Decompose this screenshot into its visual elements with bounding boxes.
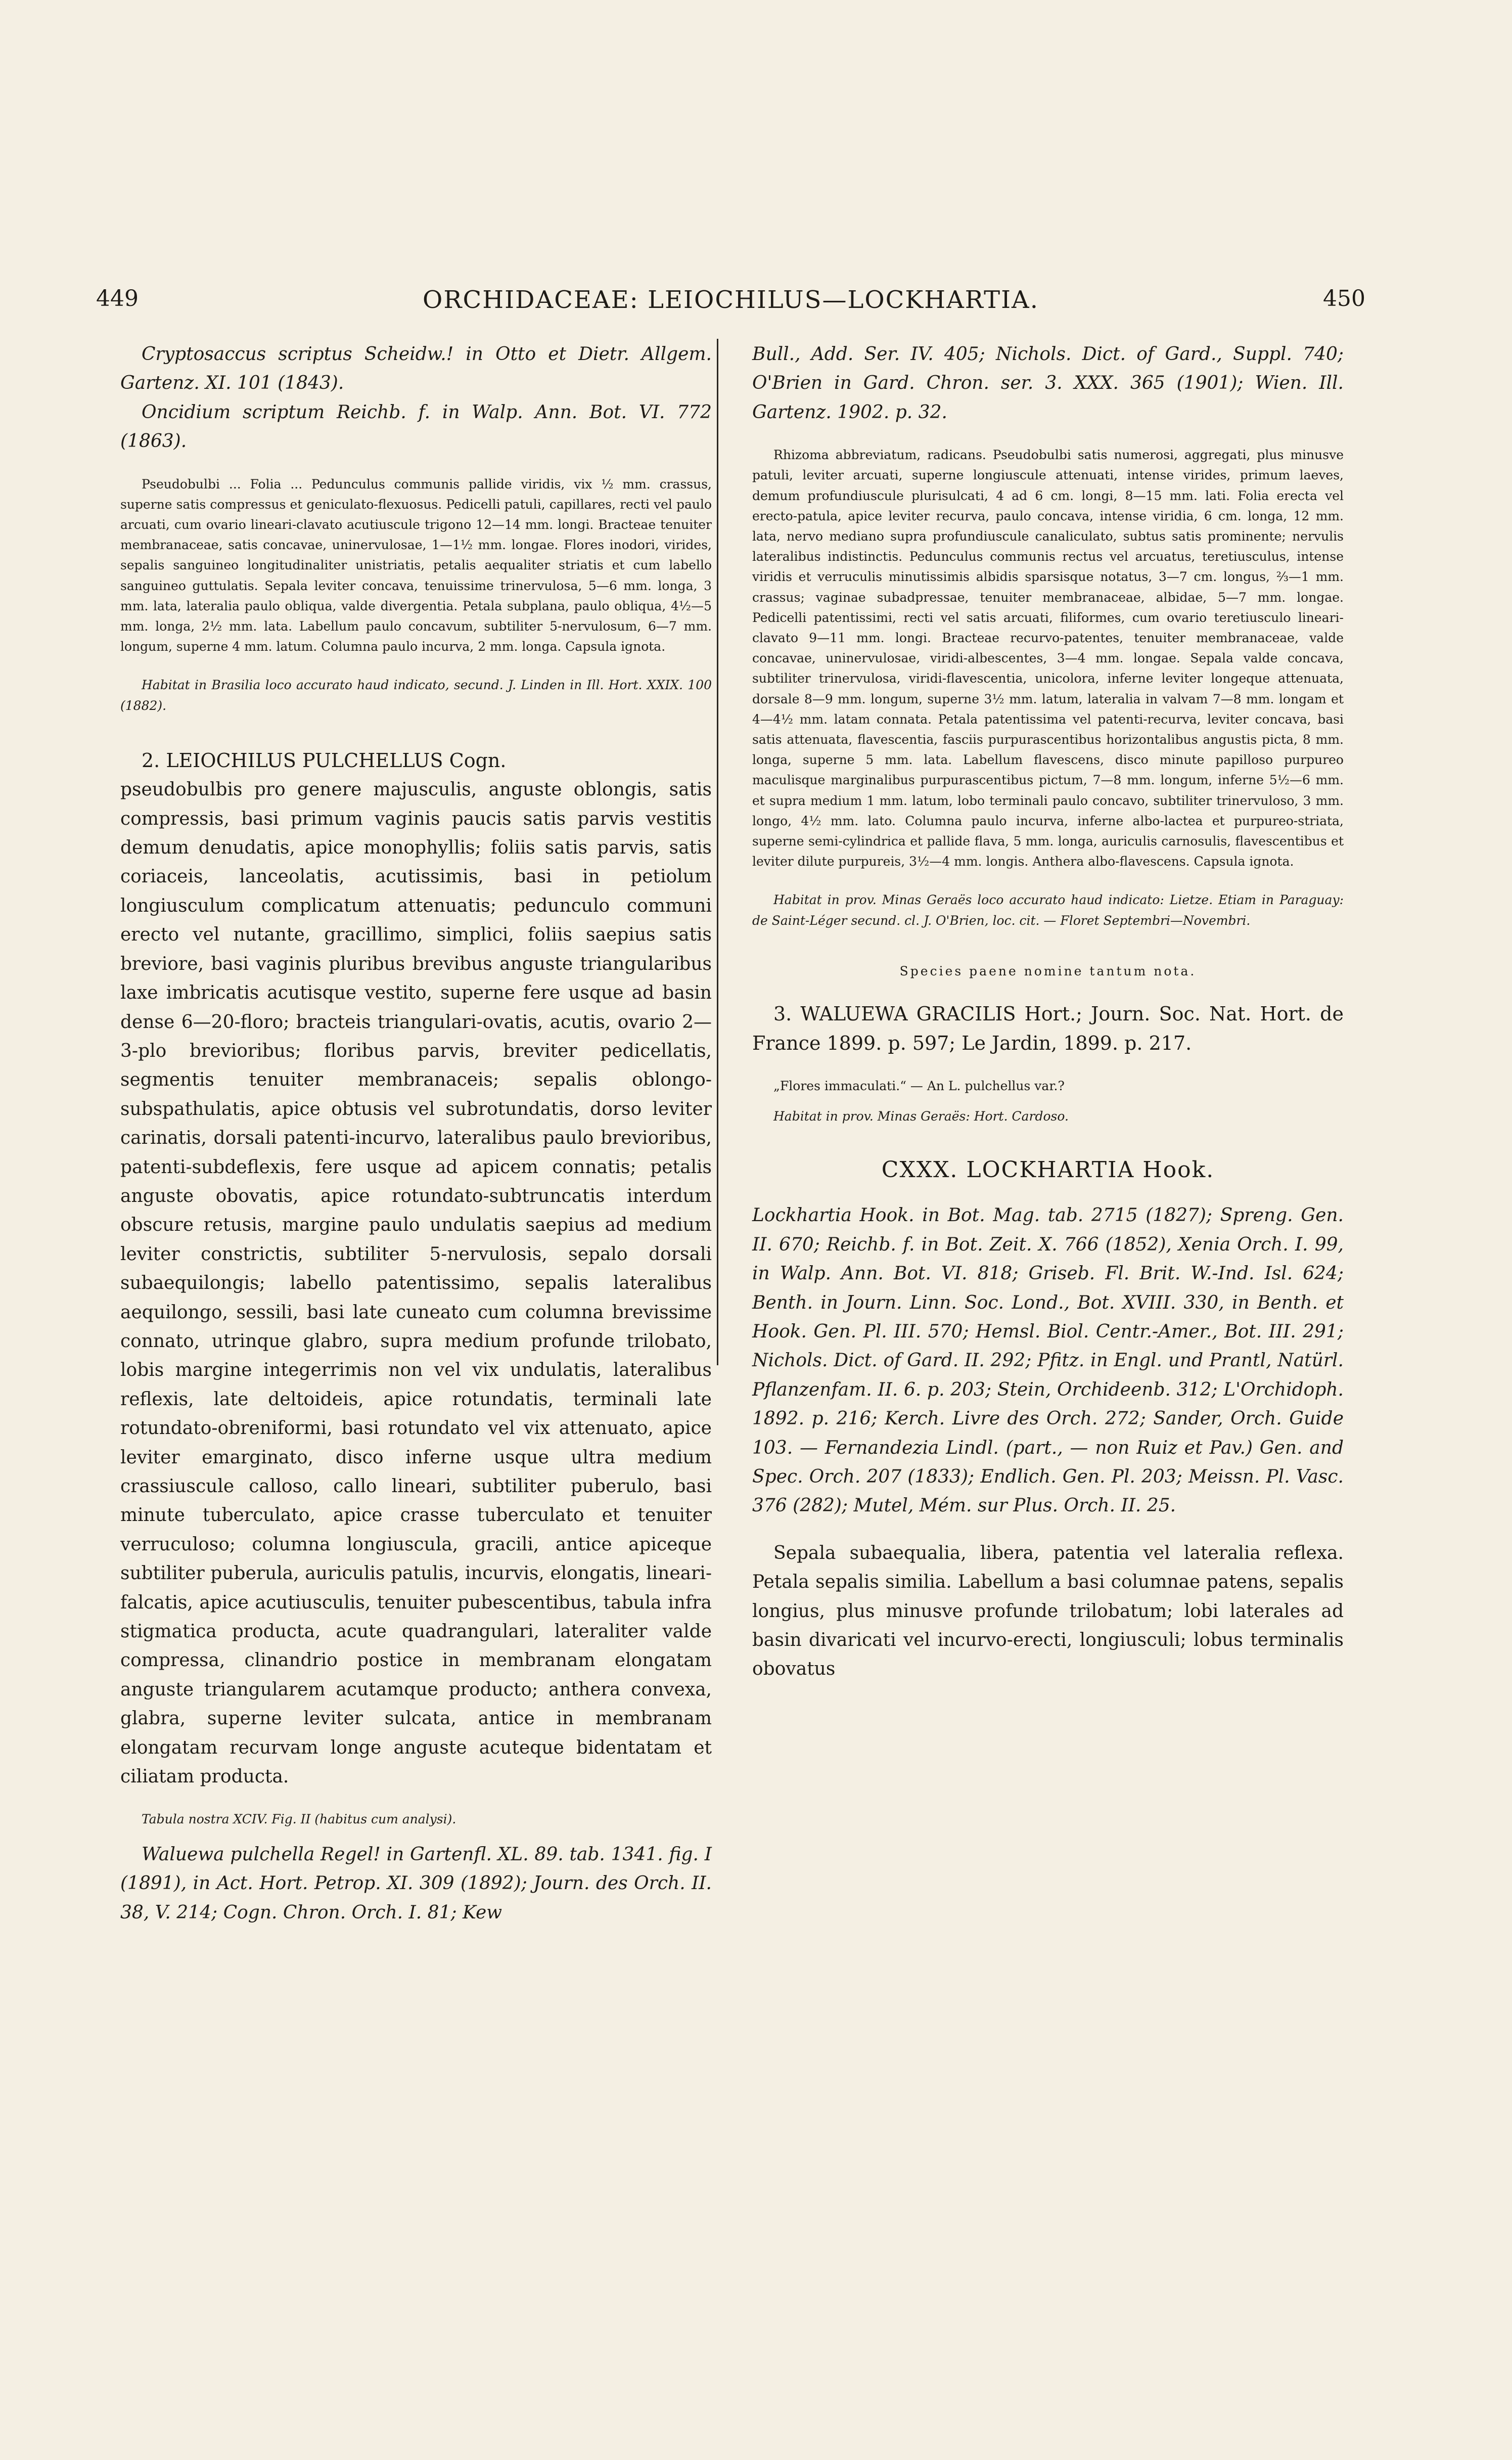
running-header [96,286,1365,326]
species-2-name: 2. LEIOCHILUS PULCHELLUS Cogn. [142,749,507,772]
right-column [752,340,1344,1684]
species-3-title: 3. WALUEWA GRACILIS Hort.; Journ. Soc. Nat. Hort. de France 1899. p. 597; Le Jardin, 1899. p. 217. [752,1003,1344,1054]
genus-synonymy: Lockhartia Hook. in Bot. Mag. tab. 2715 (1827); Spreng. Gen. II. 670; Reichb. f. in Bot. Zeit. X. 766 (1852), Xenia Orch. I. 99, in Walp. Ann. Bot. VI. 818; Griseb. Fl. Brit. W.-Ind. Isl. 624; Benth. in Journ. Linn. Soc. Lond., Bot. XVIII. 330, in Benth. et Hook. Gen. Pl. III. 570; Hemsl. Biol. Centr.-Amer., Bot. III. 291; Nichols. Dict. of Gard. II. 292; Pfitz. in Engl. und Prantl, Natürl. Pflanzenfam. II. 6. p. 203; Stein, Orchideenb. 312; L'Orchidoph. 1892. p. 216; Kerch. Livre des Orch. 272; Sander, Orch. Guide 103. — Fernandezia Lindl. (part., — non Ruiz et Pav.) Gen. and Spec. Orch. 207 (1833); Endlich. Gen. Pl. 203; Meissn. Pl. Vasc. 376 (282); Mutel, Mém. sur Plus. Orch. II. 25. [752,1205,1344,1516]
running-title: ORCHIDACEAE: LEIOCHILUS—LOCKHARTIA. [423,286,1039,314]
synonym-continuation: Bull., Add. Ser. IV. 405; Nichols. Dict. of Gard., Suppl. 740; O'Brien in Gard. Chron. ser. 3. XXX. 365 (1901); Wien. Ill. Gartenz. 1902. p. 32. [752,344,1344,423]
species-2-title [120,746,712,775]
page-number-left: 449 [96,286,139,311]
description-species-1: Pseudobulbi ... Folia ... Pedunculus communis pallide viridis, vix ½ mm. crassus, superne satis compressus et geniculato-flexuosus. Pedicelli patuli, capillares, recti vel paulo arcuati, cum ovario lineari-clavato acutiuscule trigono 12—14 mm. longi. Bracteae tenuiter membranaceae, satis concavae, uninervulosae, 1—1½ mm. longae. Flores inodori, virides, sepalis sanguineo longitudinaliter unistriatis, petalis aequaliter striatis et cum labello sanguineo guttulatis. Sepala leviter concava, tenuissime trinervulosa, 5—6 mm. longa, 3 mm. lata, lateralia paulo obliqua, valde divergentia. Petala subplana, paulo obliqua, 4½—5 mm. longa, 2½ mm. lata. Labellum paulo concavum, subtiliter 5-nervulosum, 6—7 mm. longum, superne 4 mm. latum. Columna paulo incurva, 2 mm. longa. Capsula ignota. [120,476,712,654]
genus-description: Sepala subaequalia, libera, patentia vel lateralia reflexa. Petala sepalis similia. Labellum a basi columnae patens, sepalis longius, plus minusve profunde trilobatum; lobi laterales ad basin divaricati vel incurvo-erecti, longiusculi; lobus terminalis obovatus [752,1542,1344,1680]
species-note: Species paene nomine tantum nota. [899,963,1197,978]
species-2-description: pseudobulbis pro genere majusculis, anguste oblongis, satis compressis, basi primum vaginis paucis satis parvis vestitis demum denudatis, apice monophyllis; foliis satis parvis, satis coriaceis, lanceolatis, acutissimis, basi in petiolum longiusculum complicatum attenuatis; pedunculo communi erecto vel nutante, gracillimo, simplici, foliis saepius satis breviore, basi vaginis pluribus brevibus anguste triangularibus laxe imbricatis acutisque vestito, superne fere usque ad basin dense 6—20-floro; bracteis triangulari-ovatis, acutis, ovario 2—3-plo brevioribus; floribus parvis, breviter pedicellatis, segmentis tenuiter membranaceis; sepalis oblongo-subspathulatis, apice obtusis vel subrotundatis, dorso leviter carinatis, dorsali patenti-incurvo, lateralibus paulo brevioribus, patenti-subdeflexis, fere usque ad apicem connatis; petalis anguste obovatis, apice rotundato-subtruncatis interdum obscure retusis, margine paulo undulatis saepius ad medium leviter constrictis, subtiliter 5-nervulosis, sepalo dorsali subaequilongis; labello patentissimo, sepalis lateralibus aequilongo, sessili, basi late cuneato cum columna brevissime connato, utrinque glabro, supra medium profunde trilobato, lobis margine integerrimis non vel vix undulatis, lateralibus reflexis, late deltoideis, apice rotundatis, terminali late rotundato-obreniformi, basi rotundato vel vix attenuato, apice leviter emarginato, disco inferne usque ultra medium crassiuscule calloso, callo lineari, subtiliter puberulo, basi minute tuberculato, apice crasse tuberculato et tenuiter verruculoso; columna longiuscula, gracili, antice apiceque subtiliter puberula, auriculis patulis, incurvis, elongatis, lineari-falcatis, apice acutiusculis, tenuiter pubescentibus, tabula infra stigmatica producta, acute quadrangulari, lateraliter valde compressa, clinandrio postice in membranam elongatam anguste triangularem acutamque producto; anthera convexa, glabra, superne leviter sulcata, antice in membranam elongatam recurvam longe anguste acuteque bidentatam et ciliatam producta. [120,779,712,1787]
habitat-species-2: Habitat in prov. Minas Geraës loco accurato haud indicato: Lietze. Etiam in Paraguay: de Saint-Léger secund. cl. J. O'Brien, loc. cit. — Floret Septembri—Novembri. [752,892,1344,928]
left-column [120,340,712,1927]
synonym-waluewa: Waluewa pulchella Regel! in Gartenfl. XL. 89. tab. 1341. fig. I (1891), in Act. Hort. Petrop. XI. 309 (1892); Journ. des Orch. II. 38, V. 214; Cogn. Chron. Orch. I. 81; Kew [120,1844,712,1923]
description-species-2: Rhizoma abbreviatum, radicans. Pseudobulbi satis numerosi, aggregati, plus minusve patuli, leviter arcuati, superne longiuscule attenuati, intense virides, primum laeves, demum profundiuscule plurisulcati, 4 ad 6 cm. longi, 8—15 mm. lati. Folia erecta vel erecto-patula, apice leviter recurva, paulo concava, intense viridia, 6 cm. longa, 12 mm. lata, nervo mediano supra profundiuscule canaliculato, subtus satis prominente; nervulis lateralibus indistinctis. Pedunculus communis rectus vel arcuatus, teretiusculus, intense viridis et verruculis minutissimis albidis sparsisque notatus, 3—7 cm. longus, ⅔—1 mm. crassus; vaginae subadpressae, tenuiter membranaceae, albidae, 5—7 mm. longae. Pedicelli patentissimi, recti vel satis arcuati, filiformes, cum ovario teretiusculo lineari-clavato 9—11 mm. longi. Bracteae recurvo-patentes, tenuiter membranaceae, valde concavae, uninervulosae, viridi-albescentes, 3—4 mm. longae. Sepala valde concava, subtiliter trinervulosa, viridi-flavescentia, unicolora, inferne leviter longeque attenuata, dorsale 8—9 mm. longum, superne 3½ mm. latum, lateralia in valvam 7—8 mm. longam et 4—4½ mm. latam connata. Petala patentissima vel patenti-recurva, leviter concava, basi satis attenuata, flavescentia, fasciis purpurascentibus horizontalibus angustis picta, 8 mm. longa, superne 5 mm. lata. Labellum flavescens, disco minute papilloso purpureo maculisque marginalibus purpurascentibus pictum, 7—8 mm. longum, inferne 5½—6 mm. et supra medium 1 mm. latum, lobo terminali paulo concavo, subtiliter trinervuloso, 3 mm. longo, 4½ mm. lato. Columna paulo incurva, inferne albo-lactea et purpureo-striata, superne semi-cylindrica et pallide flava, 5 mm. longa, auriculis carnosulis, flavescentibus et leviter dilute purpureis, 3½—4 mm. longis. Anthera albo-flavescens. Capsula ignota. [752,448,1344,869]
habitat-species-3: Habitat in prov. Minas Geraës: Hort. Cardoso. [773,1109,1069,1124]
synonym-oncidium: Oncidium scriptum Reichb. f. in Walp. Ann. Bot. VI. 772 (1863). [120,401,712,452]
page-number-right: 450 [1323,286,1365,311]
tabula-reference: Tabula nostra XCIV. Fig. II (habitus cum analysi). [142,1812,456,1827]
column-divider [717,339,718,1365]
synonym-cryptosaccus: Cryptosaccus scriptus Scheidw.! in Otto et Dietr. Allgem. Gartenz. XI. 101 (1843). [120,344,712,394]
genus-heading: CXXX. LOCKHARTIA Hook. [881,1157,1215,1183]
flores-note: „Flores immaculati.“ — An L. pulchellus var.? [773,1078,1065,1093]
habitat-species-1: Habitat in Brasilia loco accurato haud indicato, secund. J. Linden in Ill. Hort. XXIX. 100 (1882). [120,678,712,713]
